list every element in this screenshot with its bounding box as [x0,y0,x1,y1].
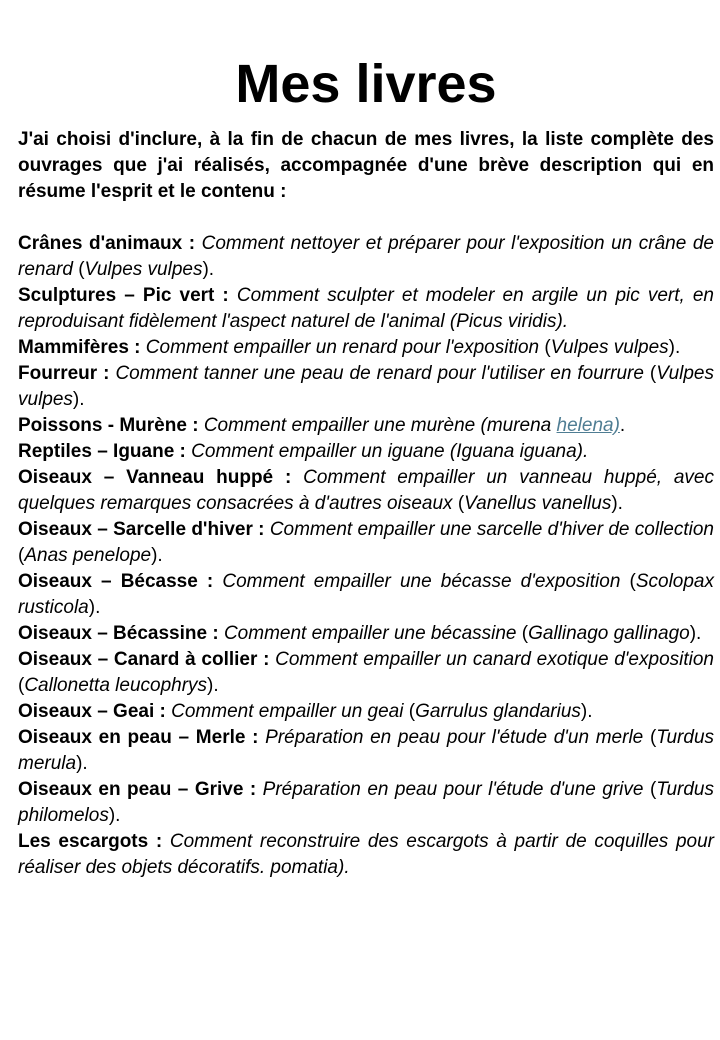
book-desc-segment: Comment empailler une bécasse d'exposition [222,570,630,592]
book-item [18,361,714,413]
book-label: Oiseaux – Bécassine : [18,622,224,644]
book-desc-segment: ). [668,336,681,358]
book-desc-segment: ( [408,700,416,722]
book-desc-segment: ( [649,362,657,384]
book-desc-segment: ( [649,778,657,800]
book-desc-segment: ). [88,596,101,618]
book-label: Oiseaux – Bécasse : [18,570,223,592]
book-item [18,283,714,335]
book-desc-segment: Comment tanner une peau de renard pour l'utiliser en fourrure [115,362,650,384]
book-item [18,465,714,517]
book-label: Oiseaux – Vanneau huppé : [18,466,304,488]
book-desc-segment: ). [611,492,623,514]
book-label: Poissons - Murène : [18,414,204,436]
book-desc-segment: Comment empailler un renard pour l'exposition [145,336,545,358]
book-item [18,621,714,647]
book-item [18,439,714,465]
book-desc-segment: ). [207,674,219,696]
book-label: Oiseaux – Sarcelle d'hiver : [18,518,270,540]
book-desc-segment: ). [151,544,163,566]
book-desc-segment: Anas penelope [24,544,152,566]
book-label: Oiseaux en peau – Grive : [18,778,263,800]
book-label: Les escargots : [18,830,170,852]
book-desc-segment: ( [544,336,551,358]
book-desc-segment: ( [521,622,529,644]
book-desc-segment: Vanellus vanellus [464,492,612,514]
book-item [18,777,714,829]
book-item [18,699,714,725]
book-desc-segment: Préparation en peau pour l'étude d'un merle [265,726,650,748]
book-desc-segment: Préparation en peau pour l'étude d'une grive [262,778,650,800]
book-label: Reptiles – Iguane : [18,440,192,462]
book-desc-segment: Comment empailler une sarcelle d'hiver de collection [269,518,714,540]
book-desc-segment: Vulpes vulpes [84,258,203,280]
book-desc-segment: ). [76,752,88,774]
book-label: Crânes d'animaux : [18,232,202,254]
book-desc-segment: Callonetta leucophrys [24,674,208,696]
book-desc-segment: Comment empailler un iguane (Iguana iguana). [191,440,589,462]
book-desc-segment: Turdus philomelos [18,778,714,826]
book-desc-segment: Scolopax rusticola [18,570,714,618]
book-desc-segment: Comment empailler une bécassine [223,622,522,644]
book-desc-segment: ( [649,726,657,748]
book-item [18,569,714,621]
book-desc-segment: ). [689,622,702,644]
book-desc-segment: Comment empailler une murène (murena [203,414,557,436]
book-desc-segment: Vulpes vulpes [18,362,714,410]
book-item [18,829,714,881]
book-desc-segment: Comment sculpter et modeler en argile un pic vert, en reproduisant fidèlement l'aspect naturel de l'animal (Picus viridis). [18,284,714,332]
book-label: Oiseaux en peau – Merle : [18,726,266,748]
book-item [18,413,714,439]
book-label: Oiseaux – Geai : [18,700,172,722]
book-desc-segment: Turdus merula [18,726,715,774]
book-desc-segment: Comment empailler un geai [171,700,409,722]
book-item [18,725,714,777]
book-item [18,517,714,569]
book-desc-segment: Garrulus glandarius [415,700,581,722]
book-label: Fourreur : [18,362,116,384]
book-desc-segment: Comment empailler un vanneau huppé, avec quelques remarques consacrées à d'autres oiseaux [18,466,714,514]
book-desc-segment: ( [18,544,25,566]
page-title: Mes livres [235,54,497,114]
book-desc-segment: Comment reconstruire des escargots à partir de coquilles pour réaliser des objets décoratifs. pomatia). [18,830,714,878]
intro-paragraph: J'ai choisi d'inclure, à la fin de chacun de mes livres, la liste complète des ouvrages que j'ai réalisés, accompagnée d'une brève description qui en résume l'esprit et le contenu : [18,128,714,202]
book-item [18,647,714,699]
book-desc-segment: ). [580,700,593,722]
book-list [18,231,714,881]
species-link[interactable]: helena) [556,414,620,436]
book-desc-segment: Comment empailler un canard exotique d'exposition [275,648,714,670]
book-desc-segment: . [619,414,626,436]
book-desc-segment: ). [72,388,85,410]
book-desc-segment: Gallinago gallinago [528,622,690,644]
book-label: Mammifères : [18,336,146,358]
book-desc-segment: ( [78,258,85,280]
book-desc-segment: Comment nettoyer et préparer pour l'exposition un crâne de renard [18,232,714,280]
book-desc-segment: ). [108,804,121,826]
book-item [18,231,714,283]
book-desc-segment: ( [629,570,636,592]
book-item [18,335,714,361]
book-desc-segment: ( [457,492,465,514]
book-desc-segment: Vulpes vulpes [550,336,669,358]
book-desc-segment: ( [18,674,25,696]
book-label: Oiseaux – Canard à collier : [18,648,276,670]
book-desc-segment: ). [202,258,215,280]
book-label: Sculptures – Pic vert : [18,284,237,306]
